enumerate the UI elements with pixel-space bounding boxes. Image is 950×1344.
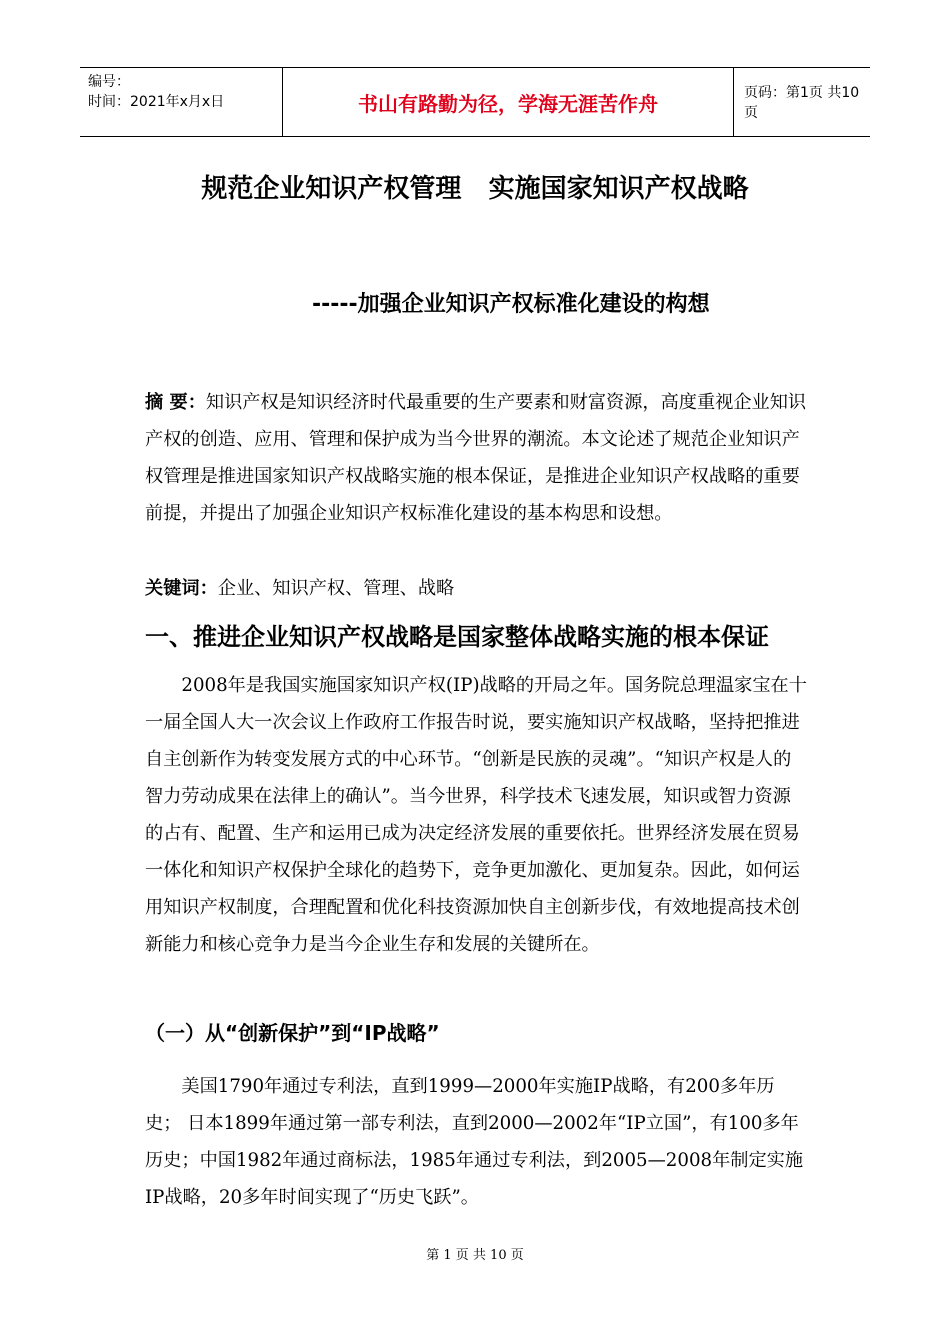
header-table [80,67,870,137]
section-1-paragraph: 2008年是我国实施国家知识产权(IP)战略的开局之年。国务院总理温家宝在十一届全国人大一次会议上作政府工作报告时说，要实施知识产权战略，坚持把推进自主创新作为转变发展方式的中心环节。“创新是民族的灵魂”。“知识产权是人的智力劳动成果在法律上的确认”。当今世界，科学技术飞速发展，知识或智力资源的占有、配置、生产和运用已成为决定经济发展的重要依托。世界经济发展在贸易一体化和知识产权保护全球化的趋势下，竞争更加激化、更加复杂。因此，如何运用知识产权制度，合理配置和优化科技资源加快自主创新步伐，有效地提高技术创新能力和核心竞争力是当今企业生存和发展的关键所在。 [145,675,807,955]
header-page-info: 页码：第1页 共10页 [744,85,860,121]
keywords-text: 企业、知识产权、管理、战略 [217,578,455,599]
subsection-1-paragraph: 美国1790年通过专利法，直到1999—2000年实施IP战略，有200多年历史； 日本1899年通过第一部专利法，直到2000—2002年“IP立国”，有100多年历史；中国1982年通过商标法，1985年通过专利法，到2005—2008年制定实施IP战略，20多年时间实现了“历史飞跃”。 [145,1076,804,1208]
document-title: 规范企业知识产权管理 实施国家知识产权战略 [201,174,749,204]
abstract-text: 知识产权是知识经济时代最重要的生产要素和财富资源，高度重视企业知识产权的创造、应用、管理和保护成为当今世界的潮流。本文论述了规范企业知识产权管理是推进国家知识产权战略实施的根本保证，是推进企业知识产权战略的重要前提，并提出了加强企业知识产权标准化建设的基本构思和设想。 [145,392,807,524]
subsection-heading-1: （一）从“创新保护”到“IP战略” [145,1021,440,1045]
document-number-label: 编号： [88,74,130,90]
document-time-label: 时间：2021年x月x日 [88,94,225,110]
abstract-label: 摘 要： [145,392,206,413]
abstract-paragraph [145,384,807,532]
keywords-line [145,570,807,607]
header-motto: 书山有路勤为径，学海无涯苦作舟 [282,68,734,136]
header-meta-cell [80,68,282,136]
document-subtitle: -----加强企业知识产权标准化建设的构想 [312,292,710,317]
page-footer: 第 1 页 共 10 页 [426,1248,524,1263]
section-heading-1: 一、推进企业知识产权战略是国家整体战略实施的根本保证 [145,623,769,651]
keywords-label: 关键词： [145,578,218,599]
